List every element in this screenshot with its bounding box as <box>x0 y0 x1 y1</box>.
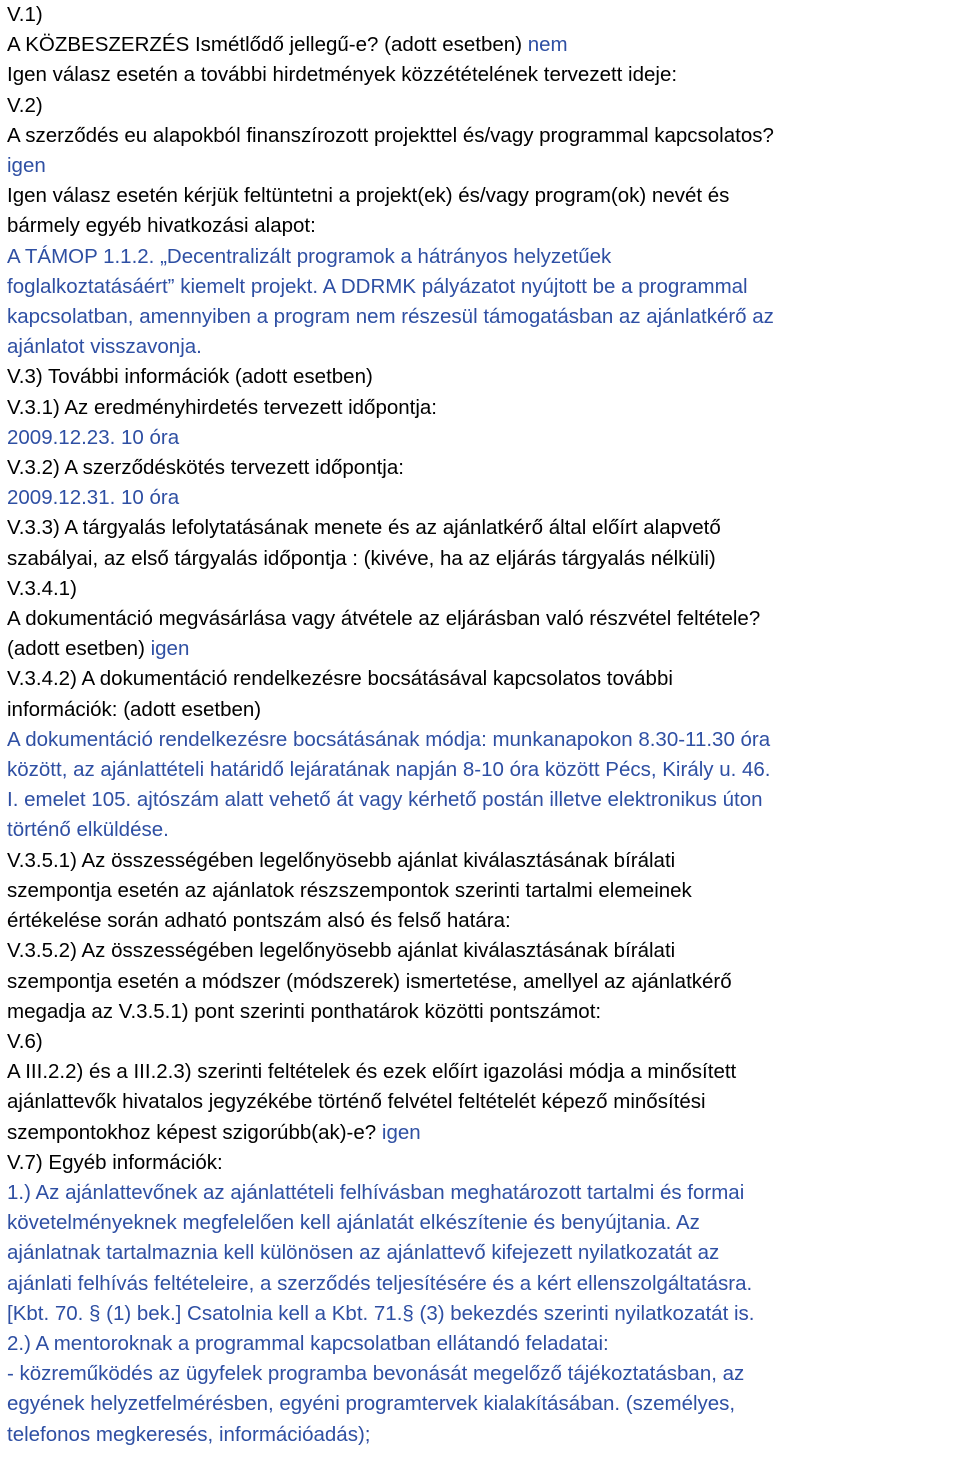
document-line <box>7 1087 953 1117</box>
line-text: szempontja esetén a módszer (módszerek) ismertetése, amellyel az ajánlatkérő <box>7 969 732 993</box>
document-line <box>7 30 953 60</box>
line-text: Igen válasz esetén a további hirdetmények közzétételének tervezett ideje: <box>7 63 678 87</box>
document-line <box>7 121 953 151</box>
document-line <box>7 846 953 876</box>
line-text: szabályai, az első tárgyalás időpontja : (kivéve, ha az eljárás tárgyalás nélküli) <box>7 546 716 570</box>
line-text: információk: (adott esetben) <box>7 697 262 721</box>
line-text: ajánlattevők hivatalos jegyzékébe történő felvétel feltételét képező minősítési <box>7 1090 706 1114</box>
line-text: V.3.4.2) A dokumentáció rendelkezésre bocsátásával kapcsolatos további <box>7 667 673 691</box>
answer-text: egyének helyzetfelmérésben, egyéni programtervek kialakításában. (személyes, <box>7 1392 736 1416</box>
line-text: V.3.5.1) Az összességében legelőnyösebb ajánlat kiválasztásának bírálati <box>7 848 676 872</box>
document-line <box>7 1389 953 1419</box>
document-line <box>7 332 953 362</box>
line-text: szempontokhoz képest szigorúbb(ak)-e? <box>7 1120 382 1144</box>
document-line <box>7 513 953 543</box>
document-line <box>7 725 953 755</box>
document-line <box>7 604 953 634</box>
answer-text: ajánlati felhívás feltételeire, a szerződés teljesítésére és a kért ellenszolgáltatásra. <box>7 1271 753 1295</box>
document-line <box>7 1208 953 1238</box>
answer-text: történő elküldése. <box>7 818 169 842</box>
document-line <box>7 1359 953 1389</box>
line-text: Igen válasz esetén kérjük feltüntetni a projekt(ek) és/vagy program(ok) nevét és <box>7 184 730 208</box>
document-line <box>7 1329 953 1359</box>
answer-text: telefonos megkeresés, információadás); <box>7 1422 371 1446</box>
document-line <box>7 664 953 694</box>
document-line <box>7 302 953 332</box>
document-line <box>7 1238 953 1268</box>
line-text: V.3) További információk (adott esetben) <box>7 365 373 389</box>
document-line <box>7 242 953 272</box>
answer-text: igen <box>381 1120 421 1144</box>
document-line <box>7 1299 953 1329</box>
document-line <box>7 574 953 604</box>
document-line <box>7 815 953 845</box>
answer-text: követelményeknek megfelelően kell ajánlatát elkészítenie és benyújtania. Az <box>7 1211 700 1235</box>
document-line <box>7 1420 953 1450</box>
answer-text: 2009.12.23. 10 óra <box>7 425 180 449</box>
answer-text: 2.) A mentoroknak a programmal kapcsolatban ellátandó feladatai: <box>7 1331 609 1355</box>
document-line <box>7 453 953 483</box>
answer-text: A dokumentáció rendelkezésre bocsátásának módja: munkanapokon 8.30-11.30 óra <box>7 727 771 751</box>
document-line <box>7 876 953 906</box>
answer-text: [Kbt. 70. § (1) bek.] Csatolnia kell a Kbt. 71.§ (3) bekezdés szerinti nyilatkozatát is. <box>7 1301 755 1325</box>
line-text: V.3.3) A tárgyalás lefolytatásának menete és az ajánlatkérő által előírt alapvető <box>7 516 721 540</box>
document-line <box>7 544 953 574</box>
line-text: V.1) <box>7 3 43 26</box>
document-line <box>7 1118 953 1148</box>
document-line <box>7 785 953 815</box>
answer-text: kapcsolatban, amennyiben a program nem részesül támogatásban az ajánlatkérő az <box>7 305 774 329</box>
answer-text: ajánlatot visszavonja. <box>7 335 202 359</box>
document-line <box>7 362 953 392</box>
answer-text: között, az ajánlattételi határidő lejáratának napján 8-10 óra között Pécs, Király u. 46. <box>7 758 771 782</box>
line-text: A dokumentáció megvásárlása vagy átvétele az eljárásban való részvétel feltétele? <box>7 607 761 631</box>
line-text: V.3.5.2) Az összességében legelőnyösebb ajánlat kiválasztásának bírálati <box>7 939 676 963</box>
line-text: V.3.2) A szerződéskötés tervezett időpontja: <box>7 456 404 480</box>
document-line <box>7 997 953 1027</box>
document-line <box>7 181 953 211</box>
line-text: V.7) Egyéb információk: <box>7 1150 223 1174</box>
line-text: V.3.1) Az eredményhirdetés tervezett időpontja: <box>7 395 437 419</box>
line-text: (adott esetben) <box>7 637 151 661</box>
document-line <box>7 695 953 725</box>
document-line <box>7 1027 953 1057</box>
answer-text: I. emelet 105. ajtószám alatt vehető át vagy kérhető postán illetve elektronikus úton <box>7 788 763 812</box>
document-line <box>7 755 953 785</box>
line-text: értékelése során adható pontszám alsó és felső határa: <box>7 909 511 933</box>
document-line <box>7 936 953 966</box>
answer-text: A TÁMOP 1.1.2. „Decentralizált programok a hátrányos helyzetűek <box>7 244 612 268</box>
answer-text: 2009.12.31. 10 óra <box>7 486 180 510</box>
line-text: V.3.4.1) <box>7 576 77 600</box>
document-line <box>7 483 953 513</box>
document-line <box>7 1178 953 1208</box>
answer-text: 1.) Az ajánlattevőnek az ajánlattételi felhívásban meghatározott tartalmi és formai <box>7 1180 745 1204</box>
document-line <box>7 393 953 423</box>
line-text: A III.2.2) és a III.2.3) szerinti feltételek és ezek előírt igazolási módja a minősített <box>7 1060 737 1084</box>
document-line <box>7 60 953 90</box>
document-line <box>7 1269 953 1299</box>
document-line <box>7 211 953 241</box>
answer-text: igen <box>150 637 190 661</box>
line-text: V.2) <box>7 93 43 117</box>
line-text: szempontja esetén az ajánlatok részszempontok szerinti tartalmi elemeinek <box>7 878 692 902</box>
document-line <box>7 1057 953 1087</box>
answer-text: foglalkoztatásáért” kiemelt projekt. A DDRMK pályázatot nyújtott be a programmal <box>7 274 748 298</box>
document-line <box>7 0 953 30</box>
answer-text: ajánlatnak tartalmaznia kell különösen az ajánlattevő kifejezett nyilatkozatát az <box>7 1241 720 1265</box>
document-line <box>7 906 953 936</box>
document-line <box>7 967 953 997</box>
document-line <box>7 1148 953 1178</box>
line-text: V.6) <box>7 1029 43 1053</box>
document-line <box>7 151 953 181</box>
document-line <box>7 634 953 664</box>
answer-text: nem <box>527 33 568 57</box>
line-text: A szerződés eu alapokból finanszírozott projekttel és/vagy programmal kapcsolatos? <box>7 123 774 147</box>
line-text: megadja az V.3.5.1) pont szerinti ponthatárok közötti pontszámot: <box>7 999 602 1023</box>
document-line <box>7 272 953 302</box>
line-text: A KÖZBESZERZÉS Ismétlődő jellegű-e? (adott esetben) <box>7 33 528 57</box>
document-line <box>7 91 953 121</box>
document-line <box>7 423 953 453</box>
answer-text: igen <box>7 154 46 178</box>
answer-text: - közreműködés az ügyfelek programba bevonását megelőző tájékoztatásban, az <box>7 1362 745 1386</box>
line-text: bármely egyéb hivatkozási alapot: <box>7 214 316 238</box>
